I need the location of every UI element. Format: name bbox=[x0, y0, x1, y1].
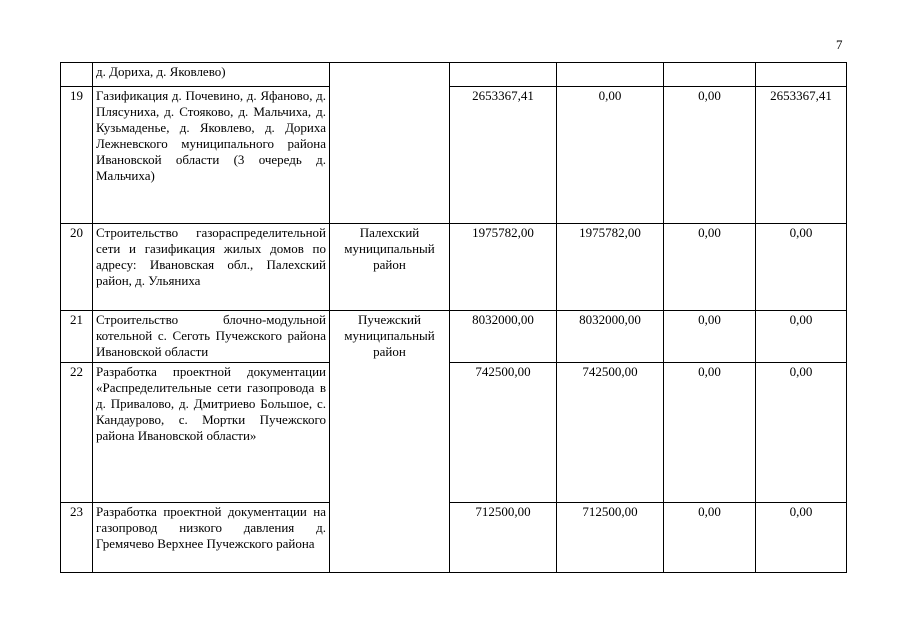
table-row bbox=[61, 503, 847, 573]
row-number: 23 bbox=[61, 503, 93, 573]
value-col3: 0,00 bbox=[664, 87, 756, 224]
value-total bbox=[450, 63, 557, 87]
object-name: Газификация д. Почевино, д. Яфаново, д. Плясуниха, д. Стояково, д. Мальчиха, д. Кузьмаденье, д. Яковлево, д. Дориха Лежневского муниципального района Ивановской области (3 очередь д. Мальчиха) bbox=[93, 87, 330, 224]
page-number: 7 bbox=[836, 37, 843, 52]
table-row bbox=[61, 63, 847, 87]
table-row bbox=[61, 363, 847, 503]
value-total: 742500,00 bbox=[450, 363, 557, 503]
municipality-name: Палехский муниципальный район bbox=[330, 224, 450, 311]
value-col4: 0,00 bbox=[756, 503, 847, 573]
value-col4: 2653367,41 bbox=[756, 87, 847, 224]
row-number: 22 bbox=[61, 363, 93, 503]
value-col3 bbox=[664, 63, 756, 87]
value-col2: 0,00 bbox=[557, 87, 664, 224]
row-number: 20 bbox=[61, 224, 93, 311]
value-col2: 8032000,00 bbox=[557, 311, 664, 363]
row-number: 19 bbox=[61, 87, 93, 224]
table-row bbox=[61, 311, 847, 363]
financing-table bbox=[60, 62, 847, 573]
table-row bbox=[61, 224, 847, 311]
value-col4: 0,00 bbox=[756, 224, 847, 311]
object-name: Разработка проектной документации «Распределительные сети газопровода в д. Привалово, д. Дмитриево Большое, с. Кандаурово, с. Мортки Пучежского района Ивановской области» bbox=[93, 363, 330, 503]
object-name: д. Дориха, д. Яковлево) bbox=[93, 63, 330, 87]
value-total: 712500,00 bbox=[450, 503, 557, 573]
table-row bbox=[61, 87, 847, 224]
value-col4 bbox=[756, 63, 847, 87]
value-col3: 0,00 bbox=[664, 503, 756, 573]
value-col4: 0,00 bbox=[756, 311, 847, 363]
value-col2: 1975782,00 bbox=[557, 224, 664, 311]
value-col3: 0,00 bbox=[664, 311, 756, 363]
value-col2 bbox=[557, 63, 664, 87]
object-name: Разработка проектной документации на газопровод низкого давления д. Гремячево Верхнее Пучежского района bbox=[93, 503, 330, 573]
value-total: 1975782,00 bbox=[450, 224, 557, 311]
object-name: Строительство блочно-модульной котельной с. Сеготь Пучежского района Ивановской области bbox=[93, 311, 330, 363]
value-col4: 0,00 bbox=[756, 363, 847, 503]
municipality-cell bbox=[330, 63, 450, 224]
object-name: Строительство газораспределительной сети и газификация жилых домов по адресу: Ивановская обл., Палехский район, д. Ульяниха bbox=[93, 224, 330, 311]
value-col2: 712500,00 bbox=[557, 503, 664, 573]
municipality-name: Пучежский муниципальный район bbox=[330, 311, 450, 573]
row-number: 21 bbox=[61, 311, 93, 363]
value-col3: 0,00 bbox=[664, 224, 756, 311]
value-total: 2653367,41 bbox=[450, 87, 557, 224]
row-number bbox=[61, 63, 93, 87]
value-total: 8032000,00 bbox=[450, 311, 557, 363]
value-col3: 0,00 bbox=[664, 363, 756, 503]
value-col2: 742500,00 bbox=[557, 363, 664, 503]
